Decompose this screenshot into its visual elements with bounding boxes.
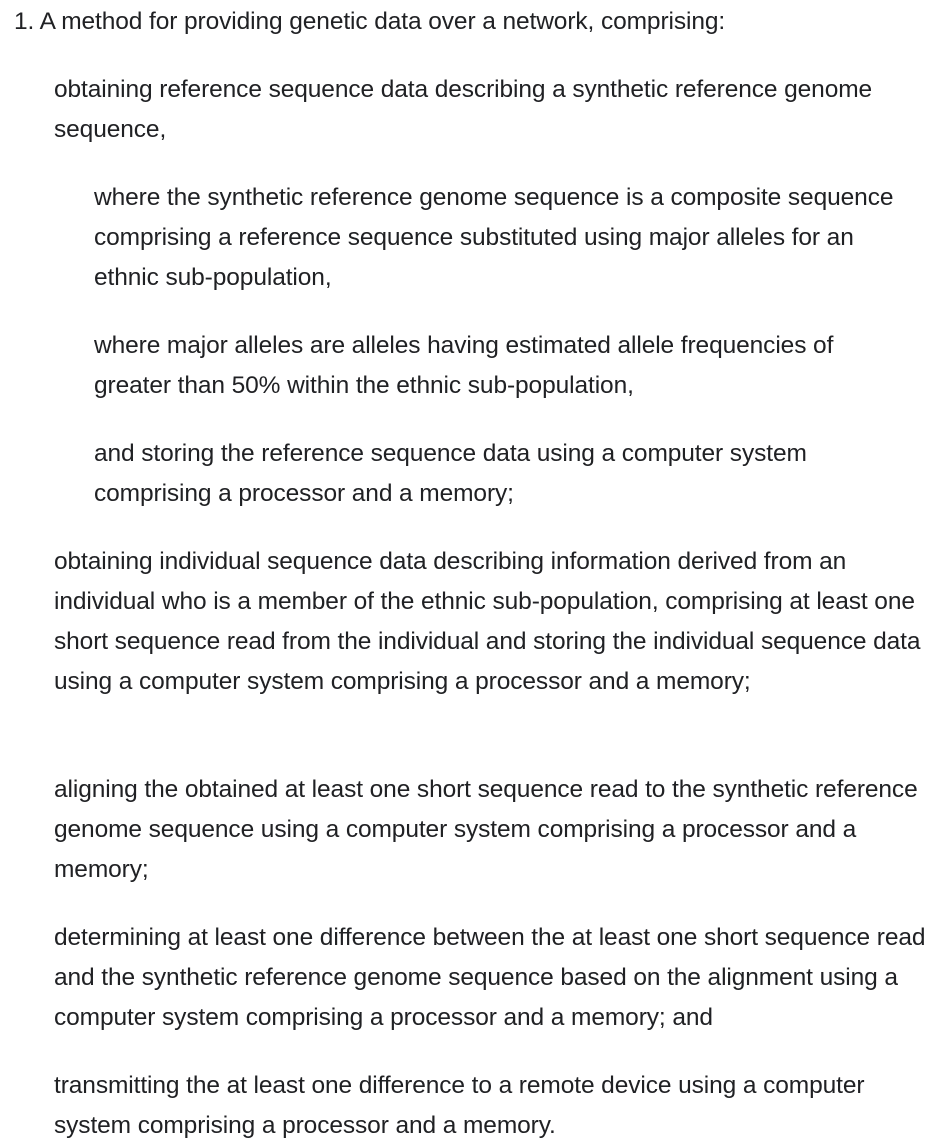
claim-preamble bbox=[14, 2, 725, 42]
claim-step-transmitting: transmitting the at least one difference to a remote device using a computer system comprising a processor and a memory. bbox=[54, 1072, 865, 1139]
claim-step-obtaining-reference: obtaining reference sequence data describing a synthetic reference genome sequence, bbox=[54, 76, 873, 143]
claim-preamble-text: A method for providing genetic data over a network, comprising: bbox=[39, 8, 726, 35]
claim-substep-synthetic-reference: where the synthetic reference genome sequence is a composite sequence comprising a reference sequence substituted using major alleles for an ethnic sub-population, bbox=[94, 184, 894, 291]
claim-step-obtaining-individual: obtaining individual sequence data describing information derived from an individual who is a member of the ethnic sub-population, comprising at least one short sequence read from the individual and storing the individual sequence data using a computer system comprising a processor and a memory; bbox=[54, 548, 921, 695]
claim-step-determining: determining at least one difference between the at least one short sequence read and the synthetic reference genome sequence based on the alignment using a computer system comprising a processor and a memory; and bbox=[54, 924, 926, 1031]
claim-step-aligning: aligning the obtained at least one short sequence read to the synthetic reference genome sequence using a computer system comprising a processor and a memory; bbox=[54, 776, 918, 883]
claim-substep-major-alleles: where major alleles are alleles having estimated allele frequencies of greater than 50% within the ethnic sub-population, bbox=[94, 332, 834, 399]
claim-number: 1. bbox=[14, 8, 35, 35]
claim-substep-storing-reference: and storing the reference sequence data using a computer system comprising a processor and a memory; bbox=[94, 440, 807, 507]
